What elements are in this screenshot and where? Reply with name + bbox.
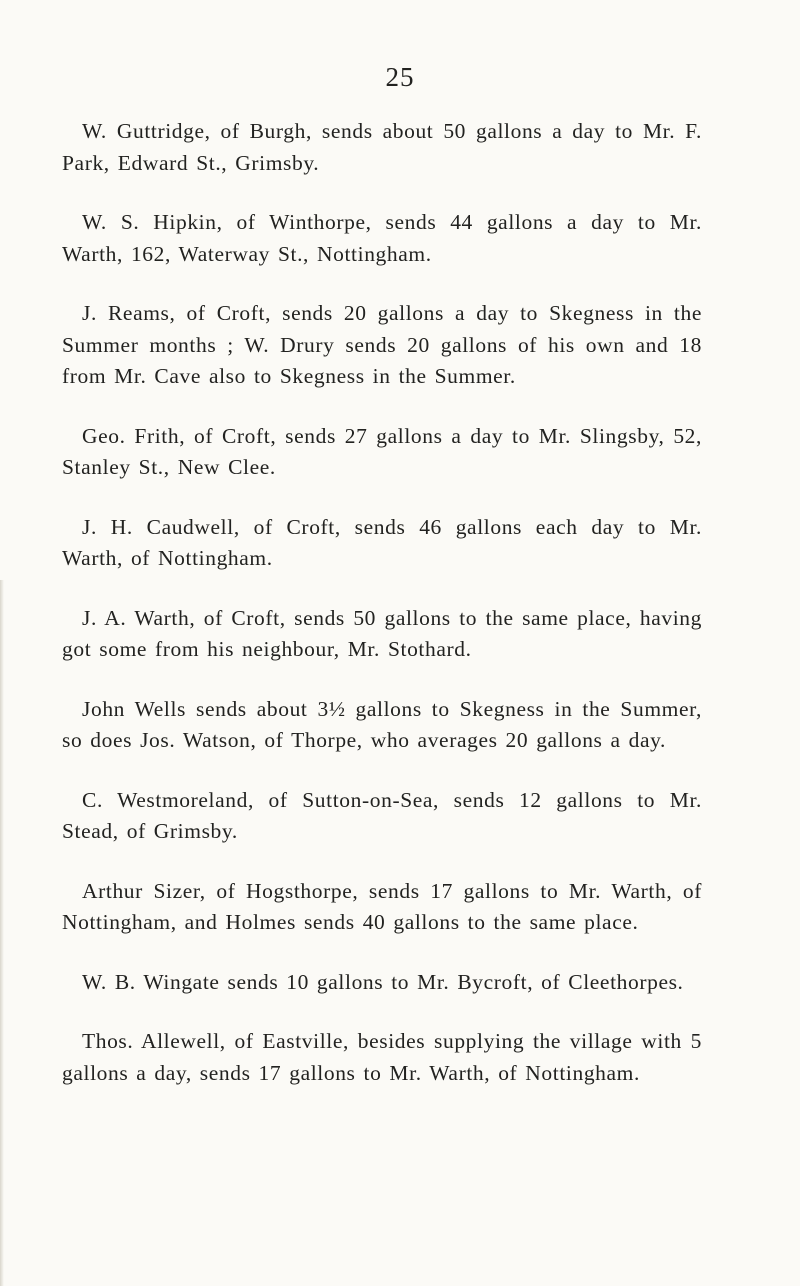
paragraph-westmoreland: C. Westmoreland, of Sutton-on-Sea, sends 12 gallons to Mr. Stead, of Grimsby.	[62, 787, 702, 843]
paragraph-reams: J. Reams, of Croft, sends 20 gallons a day to Skegness in the Summer months ; W. Drury sends 20 gallons of his own and 18 from Mr. Cave also to Skegness in the Summer.	[62, 301, 702, 388]
paragraph-guttridge: W. Guttridge, of Burgh, sends about 50 gallons a day to Mr. F. Park, Edward St., Grimsby.	[62, 119, 702, 175]
page-body	[62, 116, 702, 1117]
paragraph-wells: John Wells sends about 3½ gallons to Skegness in the Summer, so does Jos. Watson, of Thorpe, who averages 20 gallons a day.	[62, 696, 702, 752]
paragraph-frith: Geo. Frith, of Croft, sends 27 gallons a day to Mr. Slingsby, 52, Stanley St., New Clee.	[62, 423, 702, 479]
paragraph-sizer: Arthur Sizer, of Hogsthorpe, sends 17 gallons to Mr. Warth, of Nottingham, and Holmes sends 40 gallons to the same place.	[62, 878, 702, 934]
page-number: 25	[385, 62, 415, 92]
paragraph-warth: J. A. Warth, of Croft, sends 50 gallons to the same place, having got some from his neighbour, Mr. Stothard.	[62, 605, 702, 661]
paragraph-hipkin: W. S. Hipkin, of Winthorpe, sends 44 gallons a day to Mr. Warth, 162, Waterway St., Nottingham.	[62, 210, 702, 266]
paragraph-caudwell: J. H. Caudwell, of Croft, sends 46 gallons each day to Mr. Warth, of Nottingham.	[62, 514, 702, 570]
paragraph-allewell: Thos. Allewell, of Eastville, besides supplying the village with 5 gallons a day, sends 17 gallons to Mr. Warth, of Nottingham.	[62, 1029, 702, 1085]
page-edge-shadow	[0, 580, 4, 1286]
paragraph-wingate: W. B. Wingate sends 10 gallons to Mr. Bycroft, of Cleethorpes.	[82, 969, 684, 994]
